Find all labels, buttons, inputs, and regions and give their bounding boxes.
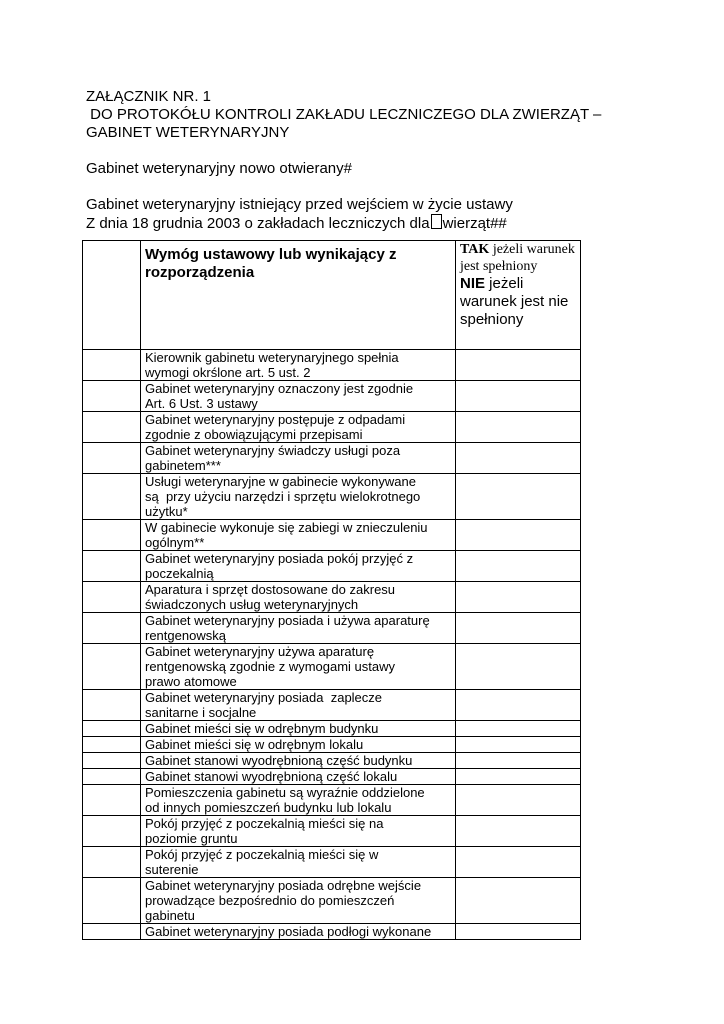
option-existing-clinic-text: Z dnia 18 grudnia 2003 o zakładach leczniczych dla xyxy=(86,215,430,232)
row-number-cell xyxy=(83,644,141,690)
table-row xyxy=(83,847,581,878)
status-answer-cell[interactable] xyxy=(456,381,581,412)
status-answer-cell[interactable] xyxy=(456,644,581,690)
requirement-cell xyxy=(141,474,456,520)
status-answer-cell[interactable] xyxy=(456,412,581,443)
requirement-text-line: prowadzące bezpośrednio do pomieszczeń xyxy=(145,893,395,908)
requirement-text-line: gabinetu xyxy=(145,908,195,923)
requirement-text-line: Pomieszczenia gabinetu są wyraźnie oddzielone xyxy=(145,785,425,800)
requirement-text-line: Gabinet weterynaryjny posiada pokój przyjęć z xyxy=(145,551,414,566)
option-new-clinic: Gabinet weterynaryjny nowo otwierany# xyxy=(86,160,352,177)
table-row xyxy=(83,753,581,769)
requirement-text-line: Usługi weterynaryjne w gabinecie wykonywane xyxy=(145,474,416,489)
requirement-cell xyxy=(141,582,456,613)
row-number-cell xyxy=(83,412,141,443)
requirement-text-line: Gabinet weterynaryjny oznaczony jest zgodnie xyxy=(145,381,414,396)
requirement-cell xyxy=(141,443,456,474)
row-number-cell xyxy=(83,582,141,613)
tak-legend xyxy=(460,241,577,275)
requirement-cell xyxy=(141,644,456,690)
requirement-text-line: świadczonych usług weterynaryjnych xyxy=(145,597,359,612)
option-existing-clinic-cont xyxy=(86,214,646,233)
row-number-cell xyxy=(83,721,141,737)
row-number-cell xyxy=(83,847,141,878)
option-existing-clinic: Gabinet weterynaryjny istniejący przed wejściem w życie ustawy xyxy=(86,196,513,213)
requirement-cell xyxy=(141,847,456,878)
requirement-cell xyxy=(141,924,456,940)
header-status-cell xyxy=(456,241,581,350)
requirement-cell xyxy=(141,785,456,816)
requirement-text-line: Art. 6 Ust. 3 ustawy xyxy=(145,396,258,411)
status-answer-cell[interactable] xyxy=(456,721,581,737)
requirement-text-line: Gabinet stanowi wyodrębnioną część lokalu xyxy=(145,769,398,784)
table-row xyxy=(83,381,581,412)
row-number-cell xyxy=(83,350,141,381)
status-answer-cell[interactable] xyxy=(456,753,581,769)
table-row xyxy=(83,582,581,613)
row-number-cell xyxy=(83,613,141,644)
requirement-text-line: rentgenowską xyxy=(145,628,226,643)
protocol-title: DO PROTOKÓŁU KONTROLI ZAKŁADU LECZNICZEGO DLA ZWIERZĄT – xyxy=(86,106,602,123)
requirement-cell xyxy=(141,381,456,412)
table-row xyxy=(83,520,581,551)
protocol-subtitle: GABINET WETERYNARYJNY xyxy=(86,124,290,141)
requirement-text-line: Gabinet weterynaryjny posiada i używa aparaturę xyxy=(145,613,430,628)
row-number-cell xyxy=(83,474,141,520)
requirement-text-line: wymogi okrślone art. 5 ust. 2 xyxy=(145,365,311,380)
table-row xyxy=(83,443,581,474)
row-number-cell xyxy=(83,551,141,582)
status-answer-cell[interactable] xyxy=(456,443,581,474)
requirement-text-line: poziomie gruntu xyxy=(145,831,238,846)
requirement-text-line: Gabinet weterynaryjny posiada odrębne wejście xyxy=(145,878,422,893)
requirements-table xyxy=(82,240,581,940)
status-answer-cell[interactable] xyxy=(456,690,581,721)
status-answer-cell[interactable] xyxy=(456,520,581,551)
requirement-text-line: Gabinet weterynaryjny postępuje z odpadami xyxy=(145,412,406,427)
status-answer-cell[interactable] xyxy=(456,582,581,613)
requirement-text-line: Gabinet weterynaryjny posiada podłogi wykonane xyxy=(145,924,432,939)
row-number-cell xyxy=(83,878,141,924)
table-header-row xyxy=(83,241,581,350)
requirement-cell xyxy=(141,721,456,737)
requirement-cell xyxy=(141,613,456,644)
requirement-text-line: Gabinet mieści się w odrębnym budynku xyxy=(145,721,379,736)
status-answer-cell[interactable] xyxy=(456,816,581,847)
status-answer-cell[interactable] xyxy=(456,878,581,924)
table-row xyxy=(83,690,581,721)
requirement-text-line: Aparatura i sprzęt dostosowane do zakresu xyxy=(145,582,396,597)
requirement-text-line: ogólnym** xyxy=(145,535,205,550)
header-empty-cell xyxy=(83,241,141,350)
requirement-text-line: prawo atomowe xyxy=(145,674,237,689)
missing-glyph-box-icon xyxy=(431,214,442,229)
requirement-text-line: od innych pomieszczeń budynku lub lokalu xyxy=(145,800,392,815)
attachment-number: ZAŁĄCZNIK NR. 1 xyxy=(86,88,212,105)
requirement-text-line: Pokój przyjęć z poczekalnią mieści się na xyxy=(145,816,384,831)
row-number-cell xyxy=(83,381,141,412)
nie-label: NIE xyxy=(460,275,486,292)
requirement-text-line: Gabinet weterynaryjny posiada zaplecze xyxy=(145,690,383,705)
requirement-cell xyxy=(141,816,456,847)
document-header xyxy=(86,88,646,233)
requirement-cell xyxy=(141,520,456,551)
requirement-cell xyxy=(141,551,456,582)
row-number-cell xyxy=(83,690,141,721)
requirement-cell xyxy=(141,753,456,769)
requirement-text-line: Gabinet mieści się w odrębnym lokalu xyxy=(145,737,364,752)
table-row xyxy=(83,412,581,443)
requirement-text-line: sanitarne i socjalne xyxy=(145,705,257,720)
row-number-cell xyxy=(83,753,141,769)
requirement-cell xyxy=(141,412,456,443)
row-number-cell xyxy=(83,443,141,474)
table-row xyxy=(83,769,581,785)
header-requirement-cell xyxy=(141,241,456,350)
table-row xyxy=(83,816,581,847)
requirement-text-line: są przy użyciu narzędzi i sprzętu wielokrotnego xyxy=(145,489,421,504)
table-row xyxy=(83,924,581,940)
option-existing-clinic-end: wierząt## xyxy=(442,215,507,232)
requirement-text-line: gabinetem*** xyxy=(145,458,221,473)
requirement-text-line: Gabinet weterynaryjny świadczy usługi poza xyxy=(145,443,401,458)
nie-legend xyxy=(460,275,577,329)
status-answer-cell[interactable] xyxy=(456,924,581,940)
requirement-cell xyxy=(141,690,456,721)
status-answer-cell[interactable] xyxy=(456,551,581,582)
row-number-cell xyxy=(83,924,141,940)
requirement-text-line: Pokój przyjęć z poczekalnią mieści się w xyxy=(145,847,379,862)
requirement-text-line: zgodnie z obowiązującymi przepisami xyxy=(145,427,363,442)
requirement-text-line: użytku* xyxy=(145,504,188,519)
tak-label: TAK xyxy=(460,242,490,257)
status-answer-cell[interactable] xyxy=(456,613,581,644)
requirement-text-line: poczekalnią xyxy=(145,566,214,581)
row-number-cell xyxy=(83,520,141,551)
table-row xyxy=(83,644,581,690)
requirement-text-line: rentgenowską zgodnie z wymogami ustawy xyxy=(145,659,396,674)
requirement-text-line: W gabinecie wykonuje się zabiegi w znieczuleniu xyxy=(145,520,428,535)
table-row xyxy=(83,737,581,753)
status-answer-cell[interactable] xyxy=(456,847,581,878)
requirement-cell xyxy=(141,350,456,381)
requirement-cell xyxy=(141,878,456,924)
requirement-cell xyxy=(141,737,456,753)
requirement-text-line: Gabinet weterynaryjny używa aparaturę xyxy=(145,644,375,659)
table-row xyxy=(83,474,581,520)
requirement-text-line: Gabinet stanowi wyodrębnioną część budynku xyxy=(145,753,413,768)
status-answer-cell[interactable] xyxy=(456,769,581,785)
row-number-cell xyxy=(83,816,141,847)
table-row xyxy=(83,350,581,381)
header-requirement-label: Wymóg ustawowy lub wynikający z rozporządzenia xyxy=(145,246,397,281)
table-row xyxy=(83,878,581,924)
status-answer-cell[interactable] xyxy=(456,474,581,520)
status-answer-cell[interactable] xyxy=(456,350,581,381)
status-answer-cell[interactable] xyxy=(456,785,581,816)
table-row xyxy=(83,721,581,737)
table-row xyxy=(83,785,581,816)
tak-description: jeżeli warunek jest spełniony xyxy=(460,242,575,274)
requirement-cell xyxy=(141,769,456,785)
status-answer-cell[interactable] xyxy=(456,737,581,753)
table-row xyxy=(83,551,581,582)
row-number-cell xyxy=(83,785,141,816)
requirement-text-line: suterenie xyxy=(145,862,199,877)
requirement-text-line: Kierownik gabinetu weterynaryjnego spełnia xyxy=(145,350,399,365)
row-number-cell xyxy=(83,737,141,753)
row-number-cell xyxy=(83,769,141,785)
table-row xyxy=(83,613,581,644)
nie-description: jeżeli warunek jest nie spełniony xyxy=(460,275,569,328)
